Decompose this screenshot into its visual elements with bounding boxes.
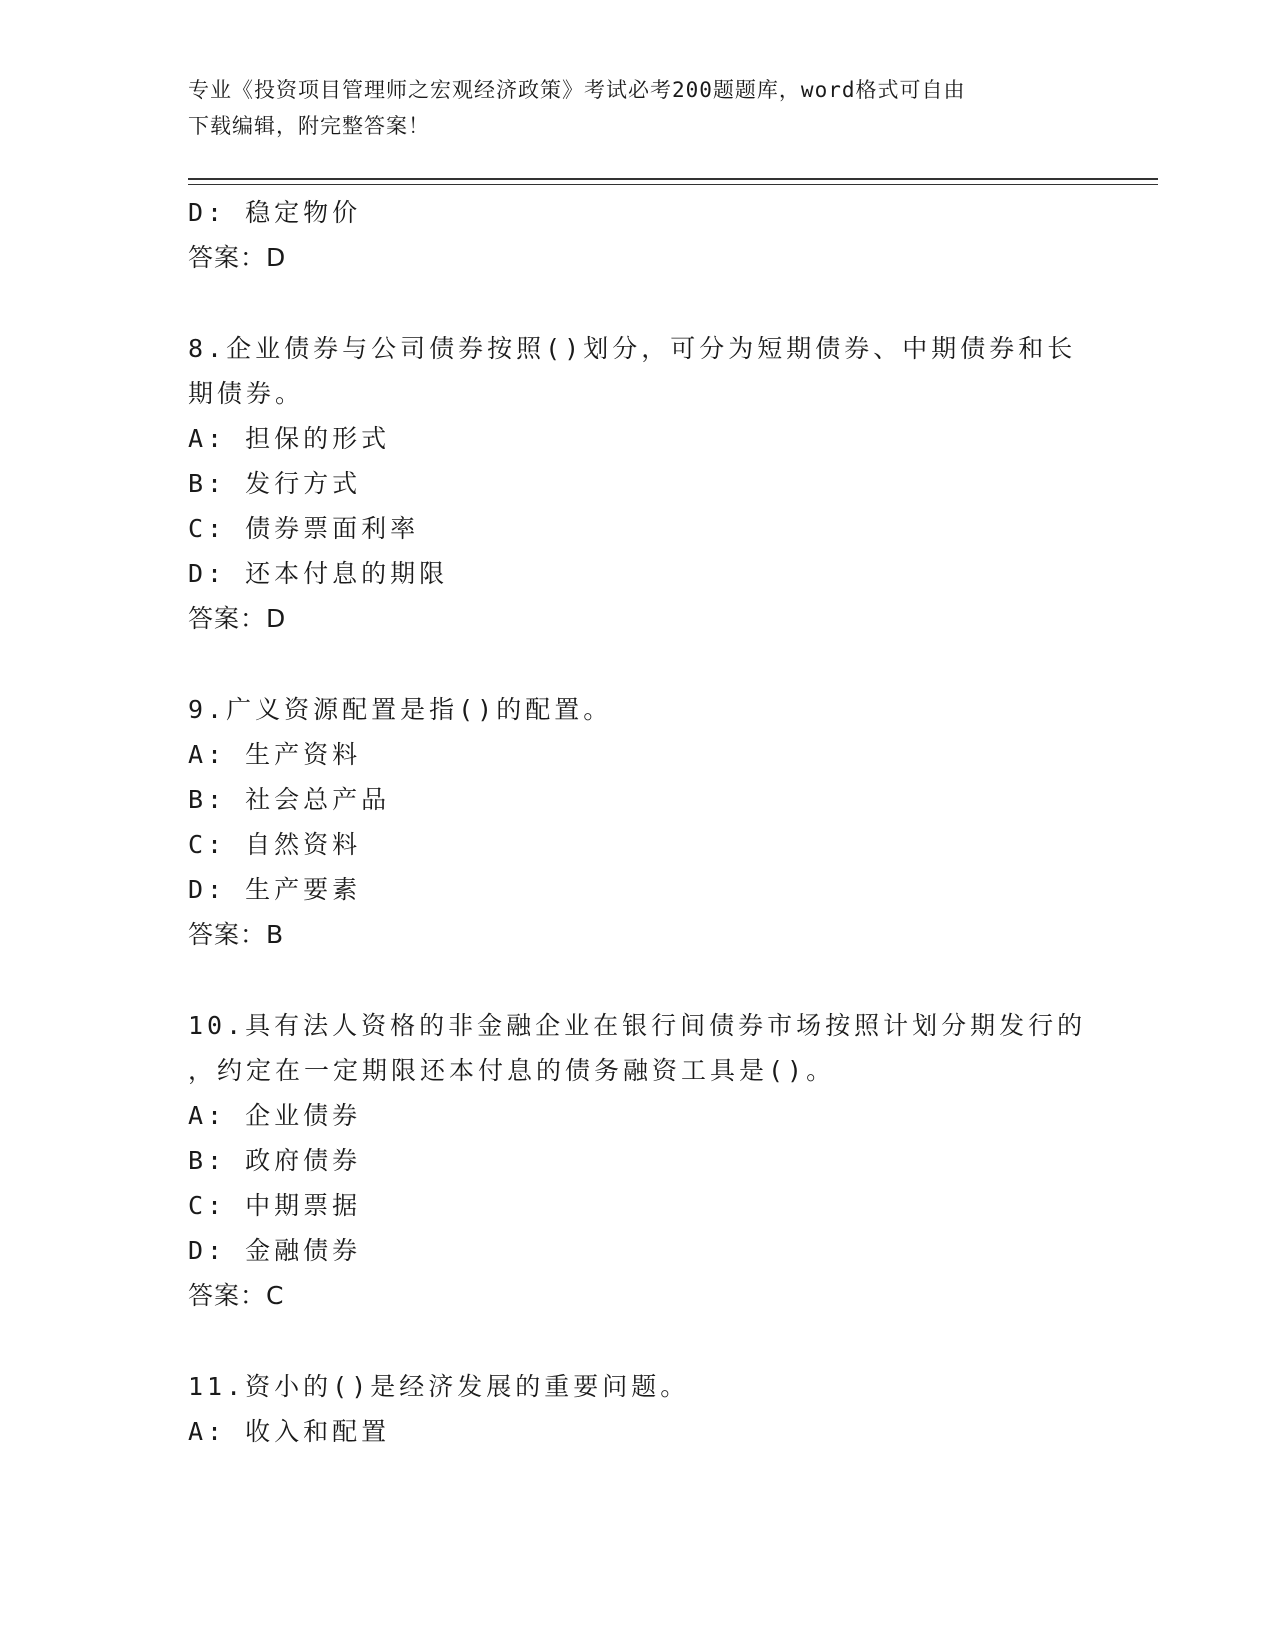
header-line-2: 下载编辑，附完整答案！: [188, 114, 430, 138]
question-9: [188, 687, 1088, 958]
answer-line: 答案：D: [188, 243, 287, 272]
option-d: D: 金融债券: [188, 1236, 362, 1265]
question-list: [188, 190, 1088, 1454]
question-stem-line-1: 11.资小的()是经济发展的重要问题。: [188, 1372, 690, 1401]
option-c: C: 债券票面利率: [188, 514, 420, 543]
option-d: D: 还本付息的期限: [188, 559, 449, 588]
option-c: C: 自然资料: [188, 830, 362, 859]
answer-line: 答案：C: [188, 1281, 285, 1310]
question-stem-line-1: 10.具有法人资格的非金融企业在银行间债券市场按照计划分期发行的: [188, 1011, 1087, 1040]
option-a: A: 收入和配置: [188, 1417, 391, 1446]
header-divider-thin: [188, 184, 1158, 185]
header-divider-thick: [188, 178, 1158, 180]
option-b: B: 社会总产品: [188, 785, 391, 814]
option-b: B: 政府债券: [188, 1146, 362, 1175]
option-d: D: 稳定物价: [188, 198, 362, 227]
question-8: [188, 326, 1088, 642]
option-d: D: 生产要素: [188, 875, 362, 904]
question-10: [188, 1003, 1088, 1319]
question-stem-line-2: 期债券。: [188, 379, 305, 408]
question-11: [188, 1364, 1088, 1454]
question-stem-line-2: ，约定在一定期限还本付息的债务融资工具是()。: [188, 1056, 836, 1085]
header-line-1: 专业《投资项目管理师之宏观经济政策》考试必考200题题库，word格式可自由: [188, 78, 966, 102]
document-header: [188, 72, 1068, 144]
option-b: B: 发行方式: [188, 469, 362, 498]
question-stem-line-1: 9.广义资源配置是指()的配置。: [188, 695, 613, 724]
option-c: C: 中期票据: [188, 1191, 362, 1220]
question-carryover: [188, 190, 1088, 281]
option-a: A: 企业债券: [188, 1101, 362, 1130]
answer-line: 答案：D: [188, 604, 287, 633]
option-a: A: 担保的形式: [188, 424, 391, 453]
option-a: A: 生产资料: [188, 740, 362, 769]
answer-line: 答案：B: [188, 920, 285, 949]
question-stem-line-1: 8.企业债券与公司债券按照()划分，可分为短期债券、中期债券和长: [188, 334, 1077, 363]
